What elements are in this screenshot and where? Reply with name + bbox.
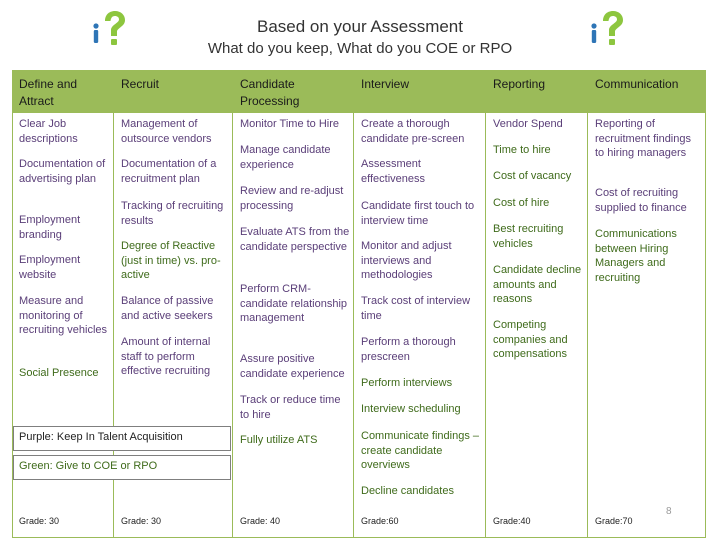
list-item: Vendor Spend bbox=[493, 118, 563, 130]
column-header: Define and Attract bbox=[19, 77, 78, 108]
list-item: Employment website bbox=[19, 254, 81, 281]
list-item: Track or reduce time to hire bbox=[240, 394, 341, 421]
assessment-table bbox=[12, 70, 706, 538]
legend-purple bbox=[13, 426, 231, 451]
list-item: Evaluate ATS from the candidate perspective bbox=[240, 226, 350, 253]
list-item: Perform interviews bbox=[361, 377, 453, 389]
list-item: Clear Job descriptions bbox=[19, 118, 78, 145]
column-header: Candidate Processing bbox=[240, 77, 300, 108]
column-header: Communication bbox=[595, 77, 679, 91]
list-item: Degree of Reactive (just in time) vs. pro-active bbox=[121, 240, 221, 282]
column-header: Recruit bbox=[121, 77, 160, 91]
list-item: Management of outsource vendors bbox=[121, 118, 212, 145]
question-person-icon bbox=[590, 10, 626, 52]
list-item: Amount of internal staff to perform effective recruiting bbox=[121, 336, 211, 378]
list-item: Measure and monitoring of recruiting vehicles bbox=[19, 295, 108, 337]
list-item: Communicate findings – create candidate overviews bbox=[361, 430, 480, 472]
list-item: Time to hire bbox=[493, 144, 551, 156]
list-item: Track cost of interview time bbox=[361, 295, 471, 322]
list-item: Monitor and adjust interviews and methodologies bbox=[361, 240, 452, 282]
list-item: Balance of passive and active seekers bbox=[121, 295, 214, 322]
list-item: Interview scheduling bbox=[361, 403, 461, 415]
column-header: Reporting bbox=[493, 77, 546, 91]
list-item: Best recruiting vehicles bbox=[493, 223, 564, 250]
grade-reporting: Grade:40 bbox=[493, 516, 531, 526]
question-person-icon bbox=[92, 10, 128, 52]
list-item: Assure positive candidate experience bbox=[240, 353, 345, 380]
list-item: Cost of recruiting supplied to finance bbox=[595, 187, 687, 214]
grade-define-attract: Grade: 30 bbox=[19, 516, 60, 526]
list-item: Assessment effectiveness bbox=[361, 158, 426, 185]
list-item: Communications between Hiring Managers and recruiting bbox=[595, 228, 677, 284]
list-item: Documentation of a recruitment plan bbox=[121, 158, 217, 185]
grade-interview: Grade:60 bbox=[361, 516, 399, 526]
legend-green bbox=[13, 455, 231, 480]
list-item: Monitor Time to Hire bbox=[240, 118, 340, 130]
list-item: Documentation of advertising plan bbox=[19, 158, 106, 185]
page-number: 8 bbox=[666, 506, 672, 517]
list-item: Review and re-adjust processing bbox=[240, 185, 344, 212]
list-item: Decline candidates bbox=[361, 485, 454, 497]
list-item: Manage candidate experience bbox=[240, 144, 331, 171]
legend-purple-label: Purple: Keep In Talent Acquisition bbox=[19, 431, 183, 443]
grade-recruit: Grade: 30 bbox=[121, 516, 162, 526]
slide-subtitle: What do you keep, What do you COE or RPO bbox=[207, 40, 513, 57]
grade-candidate-processing: Grade: 40 bbox=[240, 516, 281, 526]
list-item: Competing companies and compensations bbox=[493, 319, 568, 361]
grade-communication: Grade:70 bbox=[595, 516, 633, 526]
list-item: Cost of hire bbox=[493, 197, 550, 209]
list-item: Create a thorough candidate pre-screen bbox=[361, 118, 465, 145]
list-item: Fully utilize ATS bbox=[240, 434, 318, 446]
list-item: Employment branding bbox=[19, 214, 81, 241]
list-item: Reporting of recruitment findings to hiring managers bbox=[595, 118, 691, 160]
list-item: Social Presence bbox=[19, 367, 99, 379]
list-item: Tracking of recruiting results bbox=[121, 200, 224, 227]
list-item: Perform CRM-candidate relationship management bbox=[240, 283, 348, 325]
legend-green-label: Green: Give to COE or RPO bbox=[19, 460, 158, 472]
list-item: Candidate first touch to interview time bbox=[361, 200, 475, 227]
slide-title: Based on your Assessment bbox=[256, 17, 463, 36]
list-item: Candidate decline amounts and reasons bbox=[493, 264, 582, 306]
column-header: Interview bbox=[361, 77, 410, 91]
list-item: Perform a thorough prescreen bbox=[361, 336, 456, 363]
list-item: Cost of vacancy bbox=[493, 170, 572, 182]
